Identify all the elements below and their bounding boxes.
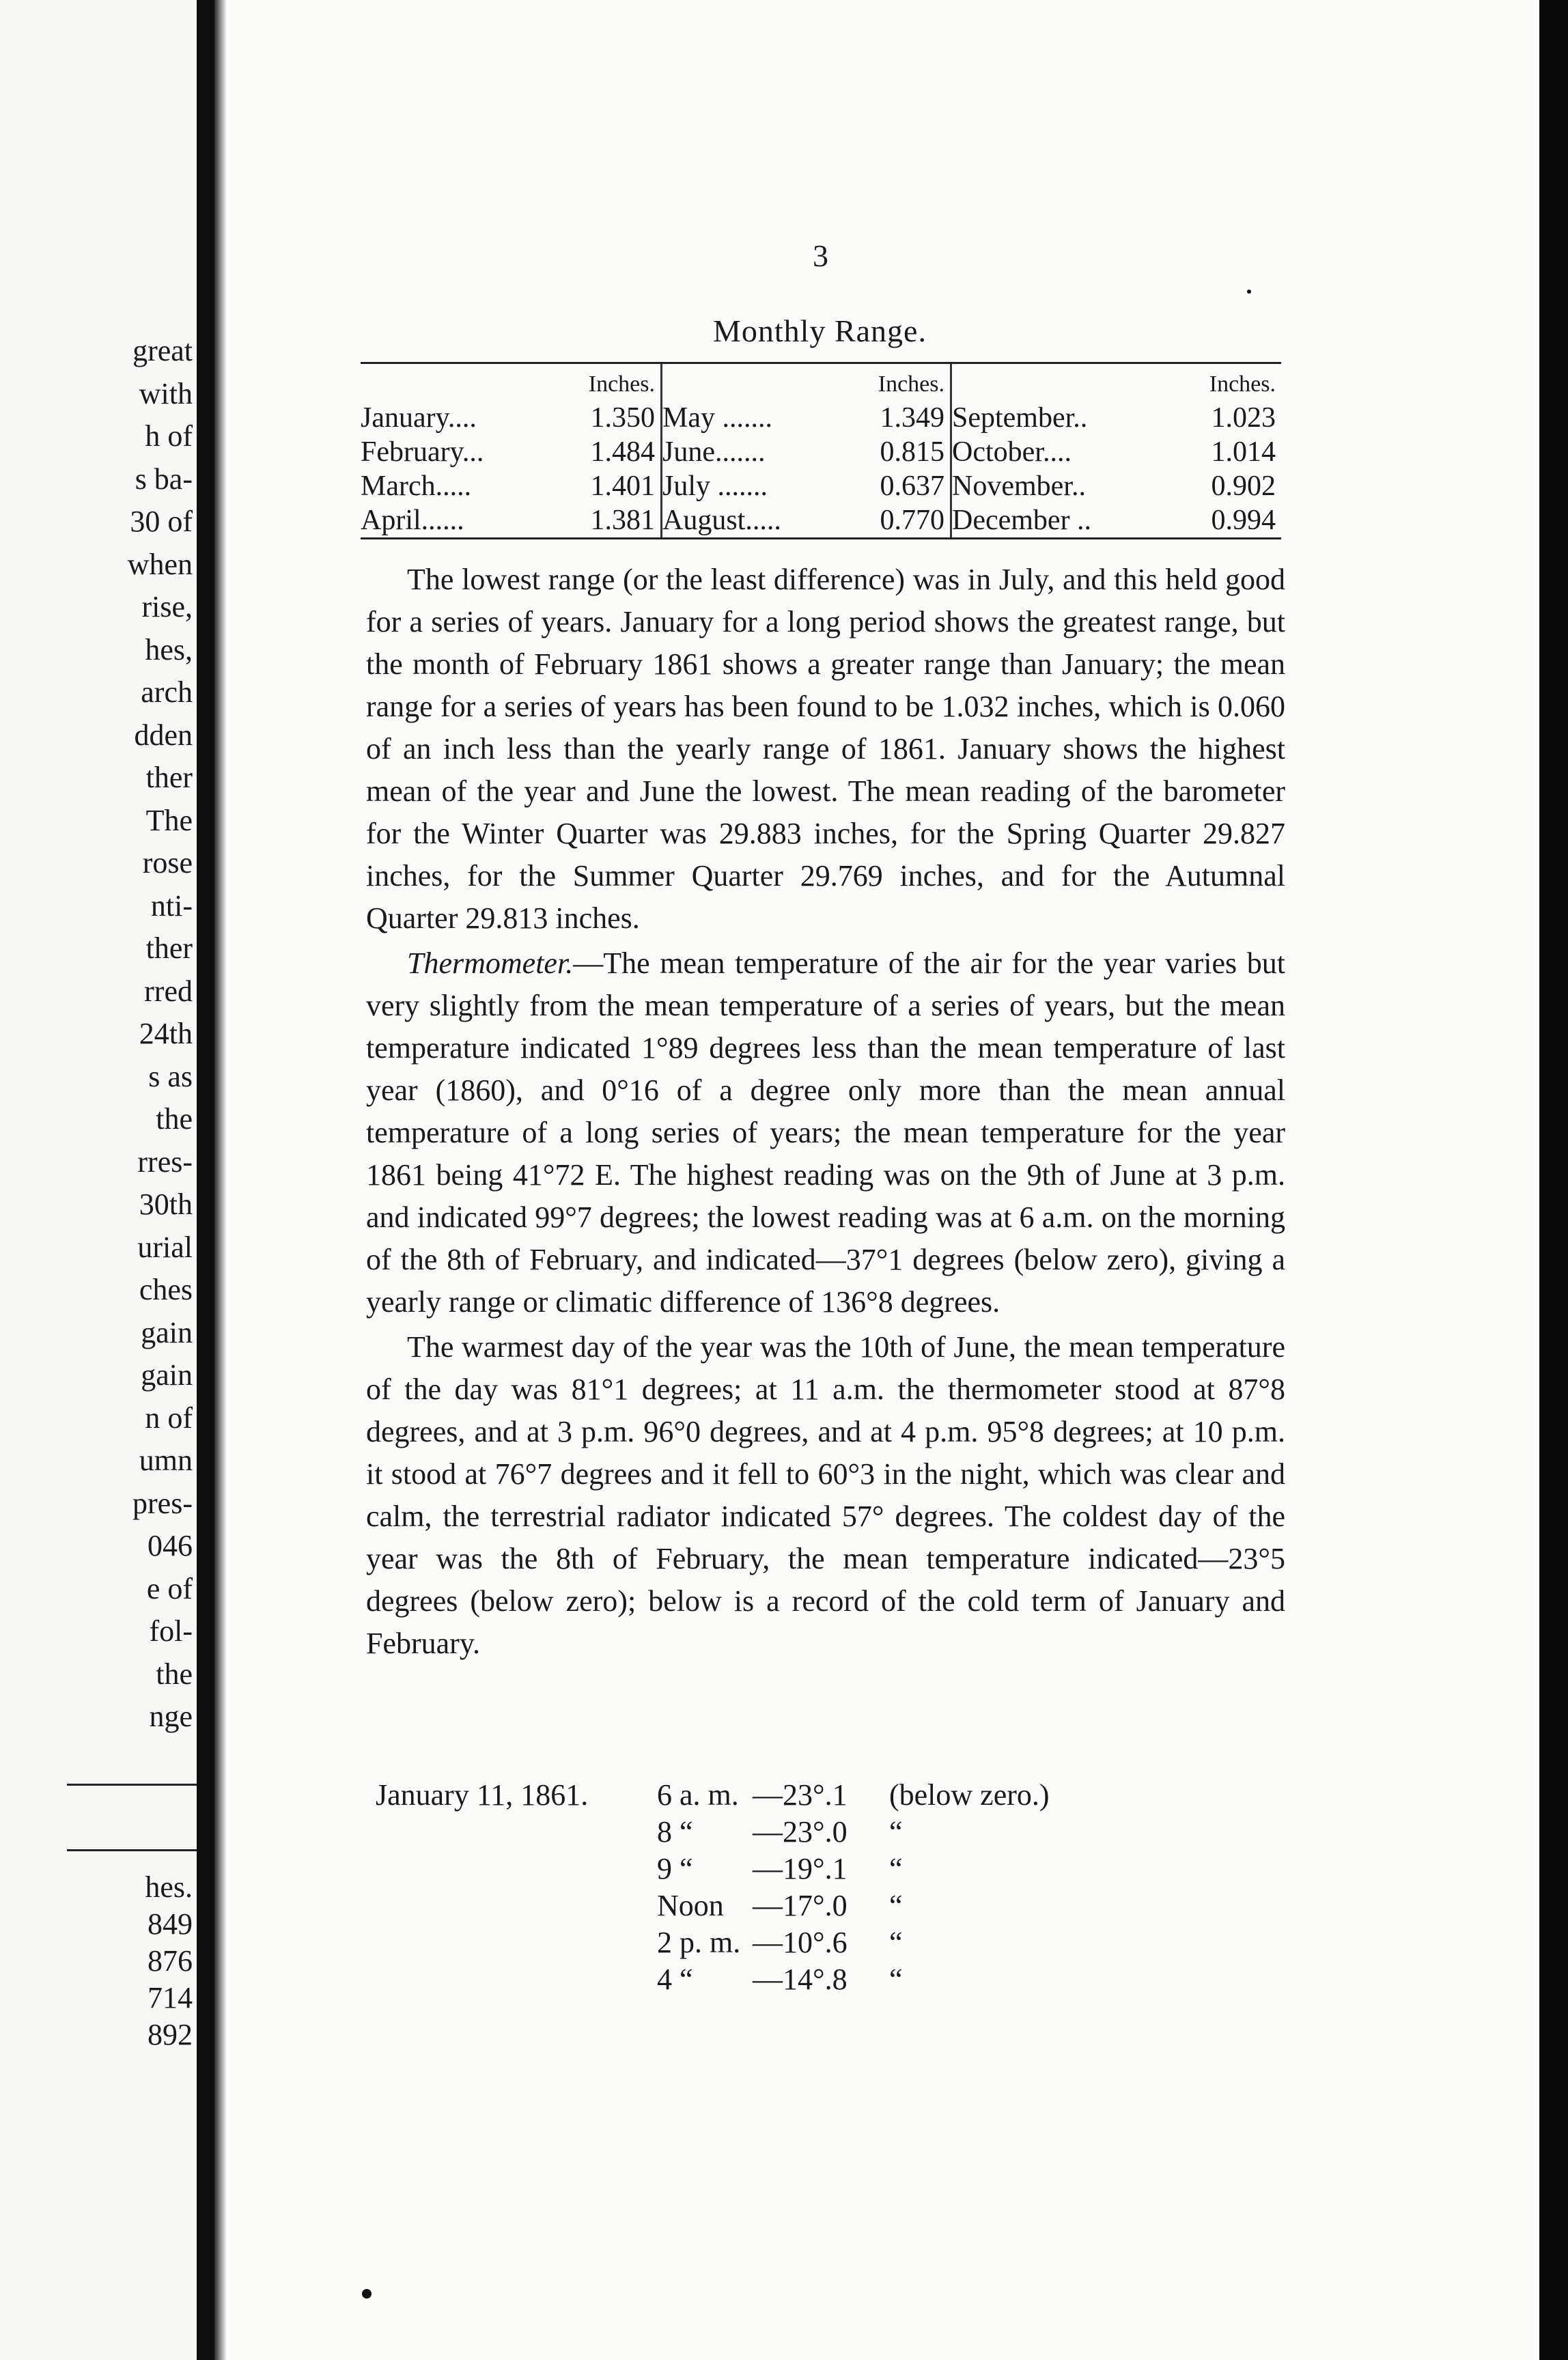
- facing-page-text: s as: [148, 1059, 193, 1093]
- paragraph-barometer: The lowest range (or the least difference) was in July, and this held good for a series of years. January for a long period shows the greatest range, but the month of February 1861 shows a greater range than January; the mean range for a series of years has been found to be 1.032 inches, which is 0.060 of an inch less than the yearly range of 1861. January shows the highest mean of the year and June the lowest. The mean reading of the barometer for the Winter Quarter was 29.883 inches, for the Spring Quarter 29.827 inches, for the Summer Quarter 29.769 inches, and for the Autumnal Quarter 29.813 inches.: [366, 563, 1285, 935]
- month-cell: November..: [952, 470, 1086, 502]
- reading-row: [376, 1924, 1067, 1961]
- facing-page-text: s ba-: [135, 462, 193, 496]
- range-value: 0.637: [860, 469, 952, 503]
- facing-page-text: the: [156, 1657, 193, 1691]
- reading-row: [376, 1814, 1067, 1851]
- ink-speck: [1247, 290, 1251, 294]
- unit-header: Inches.: [860, 364, 952, 401]
- reading-temp: —10°.6: [753, 1926, 848, 1959]
- reading-date: [376, 1851, 657, 1887]
- facing-page-text: dden: [134, 718, 193, 752]
- reading-temp: —23°.1: [753, 1778, 848, 1812]
- facing-page-text: when: [127, 547, 193, 581]
- month-cell: January....: [361, 402, 477, 434]
- range-value: 0.770: [860, 503, 952, 537]
- month-cell: May .......: [662, 402, 772, 434]
- facing-page-text: e of: [146, 1571, 193, 1605]
- facing-page-table-text: 714: [148, 1981, 193, 2014]
- range-value: 1.484: [565, 435, 662, 469]
- range-value: 1.381: [565, 503, 662, 537]
- paragraph-warmest-day: The warmest day of the year was the 10th of June, the mean temperature of the day was 81°1 degrees; at 11 a.m. the thermometer stood at 87°8 degrees, and at 3 p.m. 96°0 degrees, and at 4 p.m. 95°8 degrees; at 10 p.m. it stood at 76°7 degrees and it fell to 60°3 in the night, which was clear and calm, the terrestrial radiator indicated 57° degrees. The coldest day of the year was the 8th of February, the mean temperature indicated—23°5 degrees (below zero); below is a record of the cold term of January and February.: [366, 1330, 1285, 1660]
- reading-date: January 11, 1861.: [376, 1778, 589, 1812]
- reading-time: 6 a. m.: [657, 1778, 739, 1812]
- reading-date: [376, 1887, 657, 1924]
- facing-page-text: arch: [141, 675, 193, 709]
- reading-row: [376, 1851, 1067, 1887]
- month-cell: August.....: [662, 505, 781, 536]
- facing-page-text: ther: [145, 931, 193, 965]
- facing-page-text: hes,: [145, 632, 193, 666]
- facing-page-table-text: 876: [148, 1944, 193, 1978]
- facing-page-text: h of: [145, 419, 193, 453]
- facing-page-text: fol-: [149, 1614, 193, 1648]
- facing-page-text: gain: [141, 1358, 193, 1392]
- reading-row: [376, 1777, 1067, 1814]
- facing-page-text: 30 of: [130, 505, 193, 538]
- facing-page-rule: [67, 1849, 197, 1851]
- reading-note: “: [889, 1889, 903, 1922]
- reading-date: [376, 1961, 657, 1998]
- range-value: 0.902: [1211, 470, 1276, 502]
- facing-page-text: rose: [142, 846, 193, 880]
- range-value: 0.815: [860, 435, 952, 469]
- unit-header: Inches.: [565, 364, 662, 401]
- reading-row: [376, 1961, 1067, 1998]
- month-cell: September..: [952, 402, 1088, 434]
- facing-page-fragment: [0, 0, 197, 2360]
- reading-note: (below zero.): [889, 1778, 1050, 1812]
- facing-page-text: umn: [139, 1444, 193, 1477]
- facing-page-text: The: [145, 803, 193, 837]
- reading-time: Noon: [657, 1889, 724, 1922]
- month-cell: March.....: [361, 470, 472, 502]
- facing-page-text: n of: [145, 1401, 193, 1435]
- reading-temp: —23°.0: [753, 1815, 848, 1849]
- reading-temp: —14°.8: [753, 1963, 848, 1996]
- range-value: 1.349: [860, 401, 952, 435]
- book-gutter: [197, 0, 214, 2360]
- page-shadow: [214, 0, 227, 2360]
- reading-date: [376, 1814, 657, 1851]
- facing-page-text: gain: [141, 1315, 193, 1349]
- range-value: 1.023: [1211, 402, 1276, 434]
- reading-time: 4 “: [657, 1963, 693, 1996]
- month-cell: June.......: [662, 436, 766, 468]
- table-row: [361, 435, 1281, 469]
- facing-page-text: the: [156, 1102, 193, 1136]
- reading-note: “: [889, 1852, 903, 1885]
- facing-page-text: nti-: [150, 888, 193, 923]
- facing-page-table-text: 892: [148, 2018, 193, 2051]
- reading-note: “: [889, 1815, 903, 1849]
- facing-page-text: 30th: [139, 1188, 193, 1221]
- table-row: [361, 401, 1281, 435]
- facing-page-text: rred: [144, 974, 193, 1008]
- ink-speck: [362, 2289, 372, 2299]
- range-value: 1.014: [1211, 436, 1276, 468]
- paragraph-thermometer-text: —The mean temperature of the air for the year varies but very slightly from the mean temperature of a series of years, but the mean temperature indicated 1°89 degrees less than the mean temperature of last year (1860), and 0°16 of a degree only more than the mean annual temperature of a long series of years; the mean temperature for the year 1861 being 41°72 E. The highest reading was on the 9th of June at 3 p.m. and indicated 99°7 degrees; the lowest reading was at 6 a.m. on the morning of the 8th of February, and indicated—37°1 degrees (below zero), giving a yearly range or climatic difference of 136°8 degrees.: [366, 946, 1285, 1319]
- facing-page-text: nge: [149, 1700, 193, 1733]
- reading-row: [376, 1887, 1067, 1924]
- reading-time: 8 “: [657, 1815, 693, 1849]
- month-cell: July .......: [662, 470, 768, 502]
- cold-term-readings: [376, 1777, 1067, 1998]
- body-text: [366, 559, 1285, 1665]
- facing-page-rule: [67, 1784, 197, 1786]
- reading-note: “: [889, 1926, 903, 1959]
- monthly-range-table: [361, 362, 1281, 539]
- range-value: 1.350: [565, 401, 662, 435]
- reading-date: [376, 1924, 657, 1961]
- month-cell: December ..: [952, 505, 1092, 536]
- page-number: 3: [813, 238, 828, 273]
- reading-note: “: [889, 1963, 903, 1996]
- facing-page-text: rres-: [137, 1144, 193, 1179]
- month-cell: October....: [952, 436, 1072, 468]
- facing-page-text: pres-: [132, 1486, 193, 1520]
- month-cell: February...: [361, 436, 484, 468]
- page-edge: [1539, 0, 1568, 2360]
- section-lead: Thermometer.: [407, 946, 574, 980]
- facing-page-text: great: [132, 334, 193, 367]
- month-cell: April......: [361, 505, 464, 536]
- facing-page-text: ches: [139, 1273, 193, 1306]
- facing-page-table-text: hes.: [145, 1870, 193, 1904]
- unit-header: Inches.: [1209, 371, 1276, 397]
- table-body: [361, 401, 1281, 537]
- reading-time: 9 “: [657, 1852, 693, 1885]
- facing-page-text: ther: [145, 761, 193, 794]
- facing-page-text: 24th: [139, 1017, 193, 1050]
- table-header-row: [361, 364, 1281, 401]
- facing-page-text: urial: [137, 1230, 193, 1264]
- facing-page-text: with: [139, 376, 193, 410]
- table-row: [361, 469, 1281, 503]
- facing-page-text: 046: [148, 1529, 193, 1562]
- table-title: Monthly Range.: [713, 313, 927, 348]
- reading-temp: —19°.1: [753, 1852, 848, 1885]
- reading-time: 2 p. m.: [657, 1926, 741, 1959]
- facing-page-text: rise,: [141, 590, 193, 623]
- table-row: [361, 503, 1281, 537]
- reading-temp: —17°.0: [753, 1889, 848, 1922]
- range-value: 1.401: [565, 469, 662, 503]
- facing-page-table-text: 849: [148, 1907, 193, 1941]
- range-value: 0.994: [1211, 505, 1276, 536]
- paragraph-thermometer: [366, 942, 1285, 1323]
